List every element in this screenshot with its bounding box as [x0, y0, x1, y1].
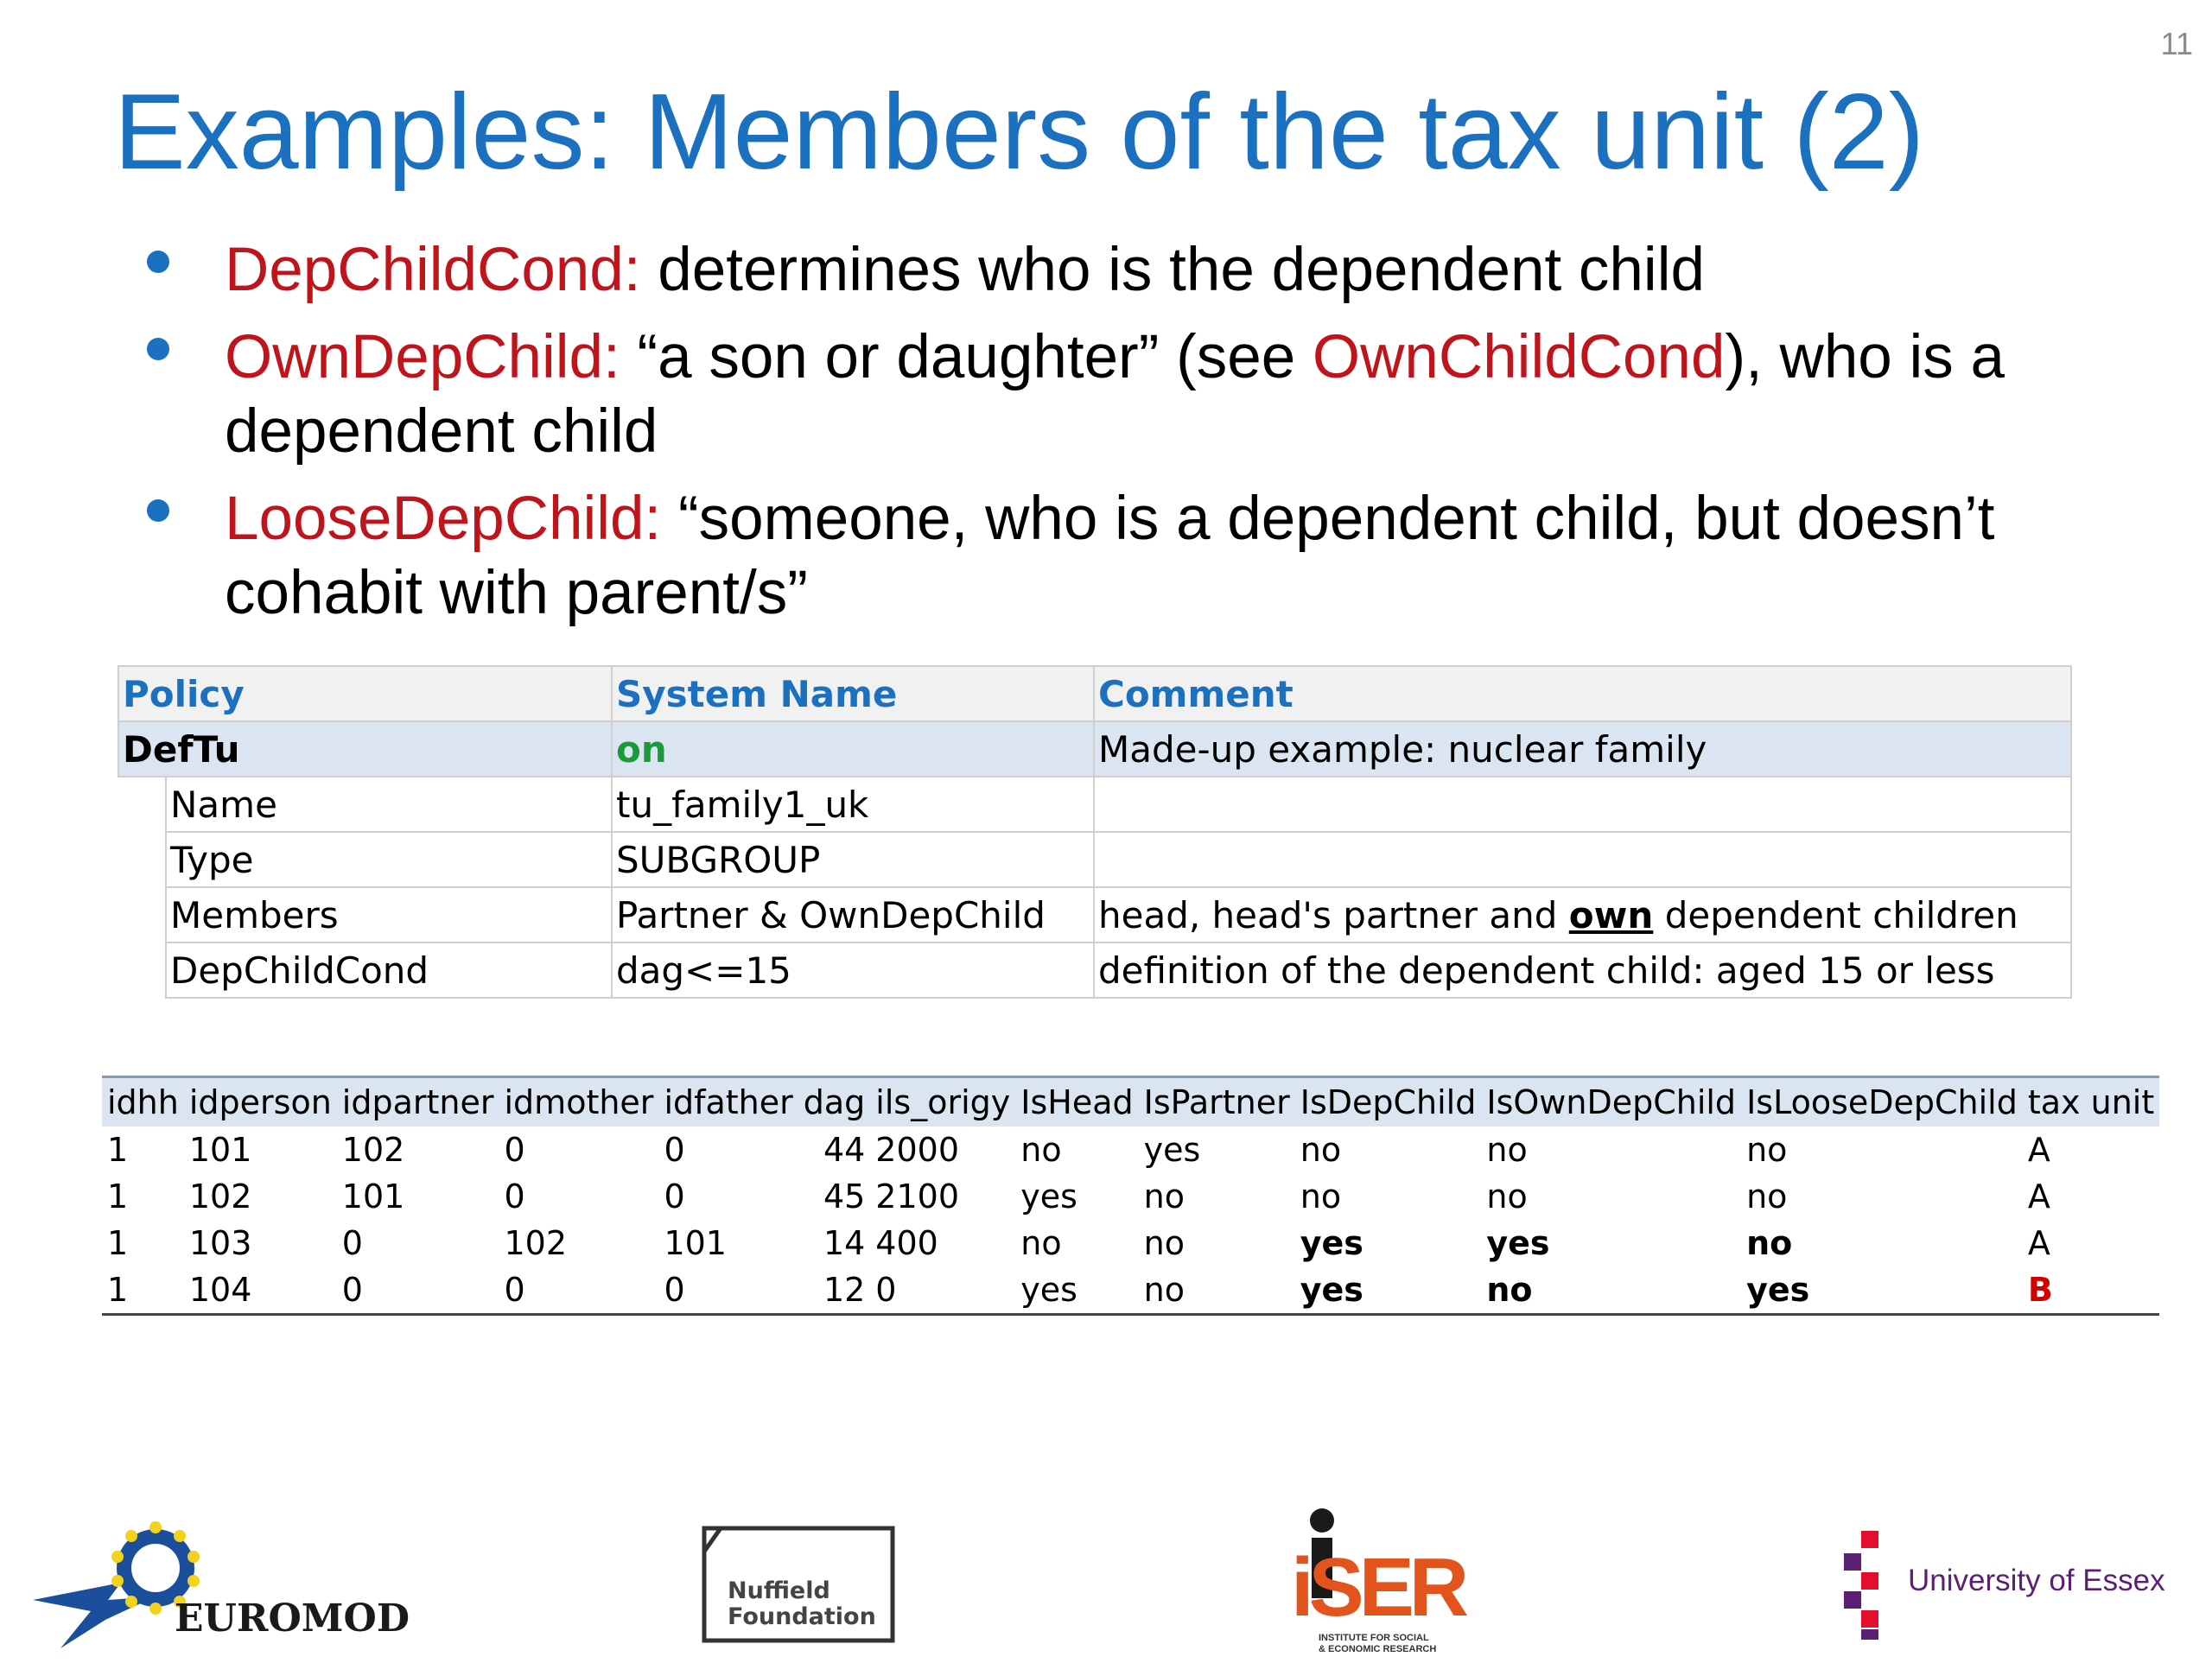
- bullet-list: [138, 233, 2100, 644]
- comment-emphasis: own: [1568, 893, 1654, 936]
- param-comment: [1094, 887, 2071, 943]
- cell: A: [2027, 1177, 2050, 1216]
- bullet-text: ), who is a dependent child: [225, 323, 2005, 466]
- cell: 1: [107, 1224, 129, 1262]
- cell: yes: [1143, 1131, 1201, 1169]
- cell: 1: [107, 1131, 129, 1169]
- cell: yes: [1486, 1224, 1550, 1262]
- nuffield-line2: Foundation: [728, 1603, 876, 1630]
- cell: no: [1300, 1131, 1342, 1169]
- cell: 101: [664, 1224, 727, 1262]
- bullet-loosedepchild: [138, 482, 2100, 631]
- nuffield-line1: Nuffield: [728, 1577, 830, 1604]
- cell: no: [1139, 1266, 1295, 1315]
- logo-strip: [0, 1503, 2212, 1659]
- comment-text: head, head's partner and: [1098, 893, 1569, 936]
- param-comment: [1094, 777, 2071, 832]
- cell: A: [2027, 1131, 2050, 1169]
- cell: A: [2027, 1224, 2050, 1262]
- iser-wordmark: iSER: [1291, 1541, 1465, 1634]
- cell: no: [1486, 1131, 1528, 1169]
- col-header: IsDepChild: [1295, 1077, 1482, 1127]
- cell: no: [1746, 1177, 1788, 1216]
- param-name: Name: [166, 777, 612, 832]
- bullet-dot-icon: [147, 251, 169, 273]
- param-value: dag<=15: [612, 943, 1094, 998]
- table-row: [118, 887, 2071, 943]
- term-owndepchild: OwnDepChild:: [225, 323, 620, 391]
- cell: yes: [1741, 1266, 2023, 1315]
- param-comment: definition of the dependent child: aged 15 or less: [1094, 943, 2071, 998]
- iser-subtitle-1: INSTITUTE FOR SOCIAL: [1319, 1633, 1429, 1643]
- cell: 400: [875, 1224, 938, 1262]
- cell: 0: [337, 1266, 499, 1315]
- col-header: tax unit: [2023, 1077, 2159, 1127]
- cell: 0: [658, 1266, 798, 1315]
- comment-text: dependent children: [1653, 893, 2018, 936]
- cell: 0: [870, 1266, 1015, 1315]
- cell: 2100: [875, 1177, 960, 1216]
- policy-header-row: [118, 666, 2071, 721]
- param-value: tu_family1_uk: [612, 777, 1094, 832]
- data-header-row: [102, 1077, 2159, 1127]
- cell: 101: [341, 1177, 405, 1216]
- cell: 0: [504, 1177, 525, 1216]
- col-header: IsHead: [1015, 1077, 1138, 1127]
- cell: 103: [188, 1224, 252, 1262]
- param-name: DepChildCond: [166, 943, 612, 998]
- col-header: IsLooseDepChild: [1741, 1077, 2023, 1127]
- table-row: [102, 1220, 2159, 1266]
- nuffield-logo: [702, 1526, 895, 1643]
- header-system-name: System Name: [612, 666, 1094, 721]
- term-depchildcond: DepChildCond:: [225, 236, 641, 304]
- page-number: 11: [2160, 26, 2193, 61]
- bullet-text: “a son or daughter” (see: [620, 323, 1313, 391]
- bullet-depchildcond: [138, 233, 2100, 308]
- essex-blocks-icon: [1840, 1529, 1884, 1641]
- term-loosedepchild: LooseDepChild:: [225, 485, 662, 553]
- cell: 102: [188, 1177, 252, 1216]
- cell: no: [1486, 1177, 1528, 1216]
- deftu-row: [118, 721, 2071, 777]
- table-row: [118, 832, 2071, 887]
- cell: no: [1746, 1131, 1788, 1169]
- cell: 0: [341, 1224, 363, 1262]
- cell: 102: [341, 1131, 405, 1169]
- cell: yes: [1015, 1266, 1138, 1315]
- cell: no: [1143, 1177, 1185, 1216]
- col-header: idperson: [184, 1077, 337, 1127]
- bullet-dot-icon: [147, 499, 169, 522]
- cell: 0: [664, 1131, 685, 1169]
- iser-subtitle-2: & ECONOMIC RESEARCH: [1319, 1644, 1437, 1654]
- system-switch: on: [612, 721, 1094, 777]
- param-name: Members: [166, 887, 612, 943]
- cell: no: [1481, 1266, 1741, 1315]
- bullet-text: “someone, who is a dependent child, but doesn’t cohabit with parent/s”: [225, 485, 1995, 627]
- table-row: [118, 777, 2071, 832]
- cell: 0: [504, 1131, 525, 1169]
- col-header: ils_origy: [870, 1077, 1015, 1127]
- slide-title: Examples: Members of the tax unit (2): [114, 73, 1925, 192]
- euromod-logo: [26, 1503, 410, 1659]
- col-header: dag: [798, 1077, 871, 1127]
- param-value: Partner & OwnDepChild: [612, 887, 1094, 943]
- cell: 2000: [875, 1131, 960, 1169]
- deftu-comment: Made-up example: nuclear family: [1094, 721, 2071, 777]
- cell: yes: [1295, 1266, 1482, 1315]
- cell: 104: [184, 1266, 337, 1315]
- cell: 102: [504, 1224, 568, 1262]
- col-header: idpartner: [337, 1077, 499, 1127]
- col-header: IsOwnDepChild: [1481, 1077, 1741, 1127]
- cell: 14: [823, 1224, 866, 1262]
- cell: 44: [823, 1131, 866, 1169]
- cell: no: [1143, 1224, 1185, 1262]
- euromod-wordmark: EUROMOD: [175, 1596, 410, 1641]
- param-comment: [1094, 832, 2071, 887]
- param-value: SUBGROUP: [612, 832, 1094, 887]
- policy-table: [118, 665, 2072, 999]
- bullet-owndepchild: [138, 321, 2100, 469]
- cell: 12: [798, 1266, 871, 1315]
- header-policy: Policy: [118, 666, 612, 721]
- cell: B: [2023, 1266, 2159, 1315]
- bullet-text: determines who is the dependent child: [640, 236, 1705, 304]
- col-header: idmother: [499, 1077, 659, 1127]
- term-ownchildcond: OwnChildCond: [1312, 323, 1726, 391]
- essex-wordmark: University of Essex: [1908, 1564, 2165, 1597]
- col-header: idhh: [102, 1077, 184, 1127]
- cell: 101: [188, 1131, 252, 1169]
- cell: 0: [499, 1266, 659, 1315]
- cell: 1: [107, 1177, 129, 1216]
- col-header: IsPartner: [1139, 1077, 1295, 1127]
- cell: no: [1020, 1224, 1062, 1262]
- cell: 45: [823, 1177, 866, 1216]
- col-header: idfather: [658, 1077, 798, 1127]
- cell: no: [1746, 1224, 1793, 1262]
- cell: yes: [1300, 1224, 1363, 1262]
- cell: 1: [102, 1266, 184, 1315]
- essex-logo: [1840, 1529, 2169, 1650]
- cell: no: [1300, 1177, 1342, 1216]
- policy-name: DefTu: [118, 721, 612, 777]
- param-name: Type: [166, 832, 612, 887]
- bullet-dot-icon: [147, 338, 169, 360]
- cell: 0: [664, 1177, 685, 1216]
- table-row: [102, 1127, 2159, 1173]
- header-comment: Comment: [1094, 666, 2071, 721]
- cell: no: [1020, 1131, 1062, 1169]
- table-row: [118, 943, 2071, 998]
- table-row: [102, 1266, 2159, 1315]
- cell: yes: [1020, 1177, 1077, 1216]
- iser-logo: [1287, 1503, 1465, 1659]
- data-table: [102, 1076, 2159, 1316]
- table-row: [102, 1173, 2159, 1220]
